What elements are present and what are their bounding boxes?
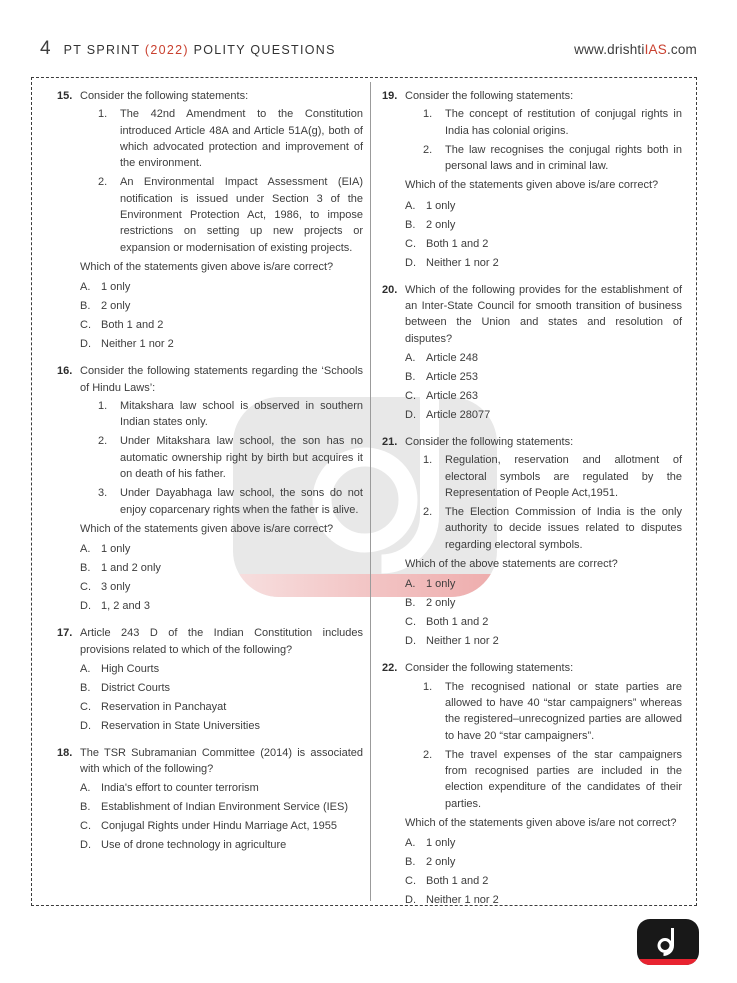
answer-option xyxy=(405,406,682,425)
statement xyxy=(405,679,682,744)
question-text: Consider the following statements: xyxy=(405,662,574,675)
question-text: Consider the following statements regarding the ‘Schools of Hindu Laws’: xyxy=(80,365,363,394)
answer-option xyxy=(80,817,363,836)
statement xyxy=(80,398,363,431)
statement-text: Regulation, reservation and allotment of electoral symbols are regulated by the Representation of People Act,1951. xyxy=(445,454,682,499)
question xyxy=(382,88,682,273)
right-column xyxy=(371,78,695,905)
question-number: 17. xyxy=(57,627,73,640)
answer-option xyxy=(80,316,363,335)
answer-option xyxy=(80,540,363,559)
option-letter: A. xyxy=(405,199,416,212)
statement-text: The Election Commission of India is the only authority to decide issues related to disputes regarding electoral symbols. xyxy=(445,506,682,551)
website-accent: IAS xyxy=(644,42,667,57)
answer-option xyxy=(405,216,682,235)
option-letter: C. xyxy=(80,581,91,594)
statement-number: 1. xyxy=(423,454,433,467)
question-number: 20. xyxy=(382,283,398,296)
question-number: 21. xyxy=(382,435,398,448)
option-letter: C. xyxy=(405,237,416,250)
statement-number: 1. xyxy=(423,108,433,121)
question-text: Article 243 D of the Indian Constitution includes provisions related to which of the following? xyxy=(80,627,363,656)
option-letter: B. xyxy=(80,681,91,694)
option-list xyxy=(405,575,682,651)
option-text: Article 28077 xyxy=(426,408,491,421)
answer-option xyxy=(405,632,682,651)
question xyxy=(382,282,682,425)
option-text: Both 1 and 2 xyxy=(101,319,164,332)
option-text: 1 only xyxy=(426,199,456,212)
question-body xyxy=(80,745,363,856)
option-letter: A. xyxy=(405,578,416,591)
option-text: 1 only xyxy=(101,543,131,556)
question-number: 15. xyxy=(57,90,73,102)
option-list xyxy=(405,834,682,905)
document-title xyxy=(64,43,336,57)
question-stem: Which of the statements given above is/are correct? xyxy=(405,179,659,192)
statement-text: The law recognises the conjugal rights both in personal laws and in criminal law. xyxy=(445,143,682,173)
answer-option xyxy=(80,335,363,354)
option-letter: A. xyxy=(80,281,91,294)
option-letter: D. xyxy=(80,719,91,732)
statement-text: Under Mitakshara law school, the son has no automatic ownership right by birth but acquires it on death of his father. xyxy=(120,435,363,481)
option-list xyxy=(405,349,682,425)
answer-option xyxy=(405,853,682,872)
statement xyxy=(405,452,682,501)
question-body xyxy=(405,434,682,651)
option-text: 2 only xyxy=(101,300,131,313)
option-letter: C. xyxy=(80,319,91,332)
option-letter: A. xyxy=(80,782,91,795)
option-letter: D. xyxy=(80,600,91,613)
option-text: Use of drone technology in agriculture xyxy=(101,839,287,852)
option-text: District Courts xyxy=(101,681,171,694)
option-text: 1 only xyxy=(101,281,131,294)
option-letter: D. xyxy=(405,256,416,269)
title-text-2: POLITY QUESTIONS xyxy=(188,43,336,57)
page-number: 4 xyxy=(40,38,51,59)
statement-text: The travel expenses of the star campaigners from recognised parties are included in the election expenditure of the candidates of their parties. xyxy=(445,748,682,810)
answer-option xyxy=(80,717,363,736)
page-header xyxy=(40,38,697,60)
option-text: 1 only xyxy=(426,837,456,850)
question-body xyxy=(405,88,682,273)
statement-number: 1. xyxy=(423,680,433,693)
question xyxy=(57,363,363,616)
option-letter: B. xyxy=(80,300,91,313)
statement xyxy=(80,433,363,482)
question xyxy=(382,660,682,905)
question xyxy=(57,745,363,856)
option-letter: D. xyxy=(80,839,91,852)
option-text: Establishment of Indian Environment Service (IES) xyxy=(101,801,349,814)
option-text: Article 263 xyxy=(426,389,478,402)
question-number: 18. xyxy=(57,746,73,759)
statement xyxy=(405,142,682,175)
option-letter: A. xyxy=(80,543,91,556)
statement-number: 2. xyxy=(423,748,433,761)
statement-text: The concept of restitution of conjugal rights in India has colonial origins. xyxy=(445,108,682,137)
option-list xyxy=(405,197,682,273)
statement xyxy=(80,106,363,171)
option-list xyxy=(80,779,363,855)
option-text: 1 and 2 only xyxy=(101,562,161,575)
question-number: 16. xyxy=(57,365,73,378)
answer-option xyxy=(405,235,682,254)
option-letter: C. xyxy=(80,700,91,713)
statement-number: 2. xyxy=(98,176,108,189)
website-prefix: www.drishti xyxy=(574,42,645,57)
question xyxy=(57,88,363,354)
statement-text: Under Dayabhaga law school, the sons do not enjoy coparcenary rights when the father is alive. xyxy=(120,487,363,516)
statement-list xyxy=(80,106,363,256)
statement-list xyxy=(405,679,682,812)
question-stem: Which of the statements given above is/are not correct? xyxy=(405,817,677,830)
answer-option xyxy=(80,698,363,717)
question xyxy=(57,625,363,736)
question xyxy=(382,434,682,651)
option-letter: D. xyxy=(405,408,416,421)
option-letter: A. xyxy=(80,662,91,675)
option-text: India's effort to counter terrorism xyxy=(101,782,259,795)
option-text: Article 253 xyxy=(426,370,478,383)
option-text: Both 1 and 2 xyxy=(426,616,489,629)
option-letter: B. xyxy=(405,370,416,383)
option-letter: D. xyxy=(80,338,91,351)
question-text: Consider the following statements: xyxy=(405,435,574,448)
statement-number: 1. xyxy=(98,399,108,412)
answer-option xyxy=(405,575,682,594)
answer-option xyxy=(80,679,363,698)
statement xyxy=(80,174,363,255)
answer-option xyxy=(405,594,682,613)
option-list xyxy=(80,278,363,354)
statement-text: An Environmental Impact Assessment (EIA) notification is issued under Section 3 of the Environment Protection Act, 1986, to impose restrictions on setting up new projects or expansion or modernisation of existing projects. xyxy=(120,176,363,254)
statement-text: The recognised national or state parties are allowed to have 40 “star campaigners” whereas the registered–unrecognized parties are allowed to have 20 “star campaigners”. xyxy=(445,680,682,742)
answer-option xyxy=(80,597,363,616)
statement xyxy=(405,106,682,139)
answer-option xyxy=(80,798,363,817)
question-stem: Which of the above statements are correct? xyxy=(405,558,618,571)
answer-option xyxy=(80,836,363,855)
option-letter: C. xyxy=(405,616,416,629)
statement xyxy=(80,485,363,518)
option-text: Neither 1 nor 2 xyxy=(426,894,499,905)
option-text: Reservation in State Universities xyxy=(101,719,260,732)
option-text: Neither 1 nor 2 xyxy=(426,635,499,648)
option-letter: D. xyxy=(405,635,416,648)
option-text: 1 only xyxy=(426,578,456,591)
website-url xyxy=(574,42,697,57)
option-text: Conjugal Rights under Hindu Marriage Act, 1955 xyxy=(101,820,338,833)
question-body xyxy=(405,660,682,905)
statement-number: 2. xyxy=(98,435,108,448)
option-text: Neither 1 nor 2 xyxy=(426,256,499,269)
answer-option xyxy=(405,891,682,905)
option-letter: B. xyxy=(80,801,91,814)
option-list xyxy=(80,660,363,736)
drishti-logo-icon xyxy=(637,919,699,965)
question-text: Consider the following statements: xyxy=(405,90,574,102)
statement-number: 1. xyxy=(98,108,108,121)
question-body xyxy=(80,88,363,354)
statement-list xyxy=(405,106,682,174)
question-number: 19. xyxy=(382,90,398,102)
option-letter: C. xyxy=(405,875,416,888)
option-text: Article 248 xyxy=(426,351,478,364)
option-letter: B. xyxy=(405,218,416,231)
option-text: Both 1 and 2 xyxy=(426,875,489,888)
option-letter: B. xyxy=(405,856,416,869)
option-text: 1, 2 and 3 xyxy=(101,600,150,613)
statement xyxy=(405,504,682,553)
option-letter: B. xyxy=(405,597,416,610)
statement xyxy=(405,747,682,812)
answer-option xyxy=(405,368,682,387)
option-text: 3 only xyxy=(101,581,131,594)
option-text: 2 only xyxy=(426,218,456,231)
left-column xyxy=(32,78,370,905)
option-text: Reservation in Panchayat xyxy=(101,700,227,713)
statement-list xyxy=(405,452,682,553)
answer-option xyxy=(405,834,682,853)
option-text: 2 only xyxy=(426,597,456,610)
option-text: Both 1 and 2 xyxy=(426,237,489,250)
option-letter: C. xyxy=(80,820,91,833)
option-text: Neither 1 nor 2 xyxy=(101,338,174,351)
question-text: Which of the following provides for the establishment of an Inter-State Council for smooth transition of business between the Union and states and resolution of disputes? xyxy=(405,283,682,345)
question-text: Consider the following statements: xyxy=(80,90,249,102)
statement-number: 2. xyxy=(423,506,433,519)
statement-number: 3. xyxy=(98,487,108,500)
answer-option xyxy=(80,297,363,316)
option-text: 2 only xyxy=(426,856,456,869)
option-letter: A. xyxy=(405,351,416,364)
question-stem: Which of the statements given above is/are correct? xyxy=(80,522,334,535)
answer-option xyxy=(80,278,363,297)
option-letter: A. xyxy=(405,837,416,850)
option-letter: B. xyxy=(80,562,91,575)
answer-option xyxy=(405,197,682,216)
answer-option xyxy=(80,578,363,597)
answer-option xyxy=(80,660,363,679)
option-text: High Courts xyxy=(101,662,160,675)
title-text: PT SPRINT xyxy=(63,43,145,57)
statement-number: 2. xyxy=(423,143,433,156)
answer-option xyxy=(405,387,682,406)
question-body xyxy=(80,625,363,736)
questions-panel xyxy=(31,77,697,906)
title-year: (2022) xyxy=(144,43,189,57)
question-body xyxy=(80,363,363,616)
statement-text: The 42nd Amendment to the Constitution introduced Article 48A and Article 51A(g), both of which advocated protection and improvement of the environment. xyxy=(120,108,363,170)
question-stem: Which of the statements given above is/are correct? xyxy=(80,260,334,273)
option-letter: D. xyxy=(405,894,416,905)
answer-option xyxy=(405,872,682,891)
answer-option xyxy=(80,779,363,798)
option-list xyxy=(80,540,363,616)
question-body xyxy=(405,282,682,425)
answer-option xyxy=(405,349,682,368)
answer-option xyxy=(80,559,363,578)
question-number: 22. xyxy=(382,662,398,675)
answer-option xyxy=(405,254,682,273)
answer-option xyxy=(405,613,682,632)
statement-list xyxy=(80,398,363,518)
website-suffix: .com xyxy=(666,42,697,57)
option-letter: C. xyxy=(405,389,416,402)
statement-text: Mitakshara law school is observed in southern Indian states only. xyxy=(120,399,363,429)
question-text: The TSR Subramanian Committee (2014) is associated with which of the following? xyxy=(80,746,363,776)
